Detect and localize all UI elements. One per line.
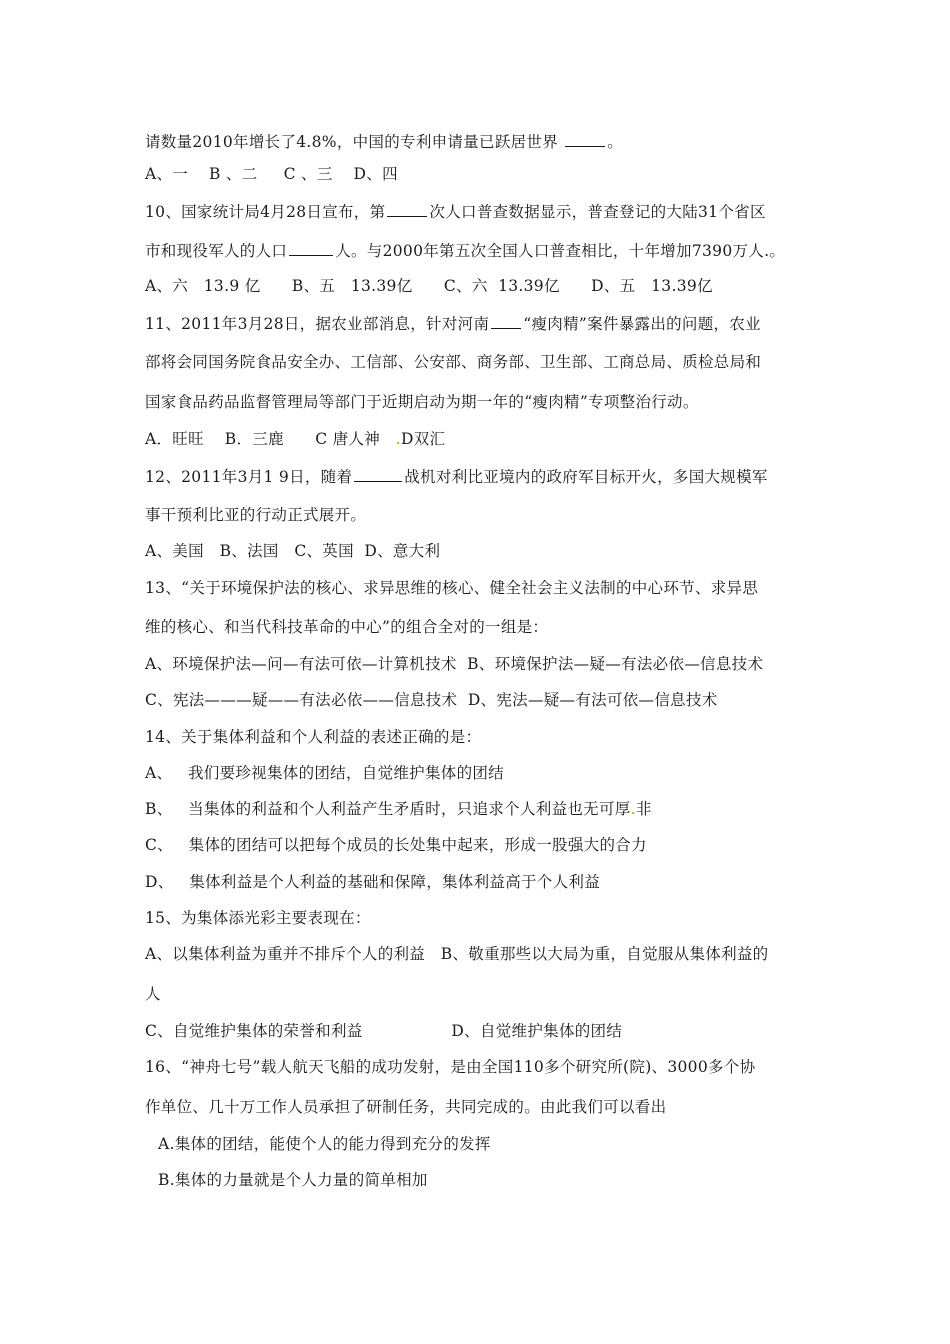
answer-options: A、六 13.9 亿 B、五 13.39亿 C、六 13.39亿 D、五 13.39亿 (145, 277, 713, 295)
answer-blank (289, 240, 333, 256)
question-14: 14、关于集体利益和个人利益的表述正确的是： (145, 728, 482, 746)
option-b (145, 799, 652, 819)
text-span: 非 (635, 800, 652, 818)
text-span: 战机对利比亚境内的政府军目标开火，多国大规模军 (404, 468, 768, 486)
stray-mark: . (630, 800, 636, 818)
option-a: A.集体的团结，能使个人的能力得到充分的发挥 (158, 1135, 491, 1153)
answer-options (145, 429, 445, 449)
text-span: 11、2011年3月28日，据农业部消息，针对河南 (145, 315, 490, 333)
option-d: D、 集体利益是个人利益的基础和保障，集体利益高于个人利益 (145, 873, 601, 891)
text-span: 人。与2000年第五次全国人口普查相比，十年增加7390万人.。 (335, 242, 786, 260)
text-line: 维的核心、和当代科技革命的中心”的组合全对的一组是： (145, 618, 549, 636)
answer-options: A、美国 B、法国 C、英国 D、意大利 (145, 542, 441, 560)
text-span: 市和现役军人的人口 (145, 242, 288, 260)
question-10 (145, 201, 766, 222)
answer-options: A、环境保护法—问—有法可依—计算机技术 B、环境保护法—疑—有法必依—信息技术 (145, 655, 764, 673)
text-span: 请数量2010年增长了4.8%，中国的专利申请量已跃居世界 (145, 133, 564, 151)
stray-mark: . (395, 430, 401, 448)
question-12 (145, 466, 768, 487)
text-span: “瘦肉精”案件暴露出的问题，农业 (523, 315, 761, 333)
answer-options: C、宪法———疑——有法必依——信息技术 D、宪法—疑—有法可依—信息技术 (145, 691, 718, 709)
answer-blank (491, 313, 521, 329)
text-line (145, 131, 623, 152)
answer-blank (565, 131, 605, 147)
text-span: D双汇 (400, 430, 446, 448)
text-line (145, 240, 785, 261)
option-b: B.集体的力量就是个人力量的简单相加 (158, 1171, 428, 1189)
text-span: 12、2011年3月1 9日，随着 (145, 468, 353, 486)
text-span: 10、国家统计局4月28日宣布，第 (145, 203, 386, 221)
answer-options: A、以集体利益为重并不排斥个人的利益 B、敬重那些以大局为重，自觉服从集体利益的 (145, 945, 769, 963)
text-span: 次人口普查数据显示，普查登记的大陆31个省区 (429, 203, 766, 221)
text-span: B、 当集体的利益和个人利益产生矛盾时，只追求个人利益也无可厚 (145, 800, 631, 818)
option-a: A、 我们要珍视集体的团结，自觉维护集体的团结 (145, 764, 504, 782)
text-line: 作单位、几十万工作人员承担了研制任务，共同完成的。由此我们可以看出 (145, 1098, 667, 1116)
text-span: A．旺旺 B．三鹿 C 唐人神 (145, 430, 396, 448)
question-16: 16、“神舟七号”载人航天飞船的成功发射，是由全国110多个研究所(院)、3000多个协 (145, 1058, 756, 1076)
text-line: 人 (145, 985, 161, 1003)
answer-options: A、一 B 、二 C 、三 D、四 (145, 165, 398, 183)
answer-blank (387, 201, 427, 217)
question-13: 13、“关于环境保护法的核心、求异思维的核心、健全社会主义法制的中心环节、求异思 (145, 579, 759, 597)
question-11 (145, 313, 761, 334)
text-line: 部将会同国务院食品安全办、工信部、公安部、商务部、卫生部、工商总局、质检总局和 (145, 353, 762, 371)
option-c: C、 集体的团结可以把每个成员的长处集中起来，形成一股强大的合力 (145, 836, 647, 854)
question-15: 15、为集体添光彩主要表现在： (145, 909, 371, 927)
text-line: 国家食品药品监督管理局等部门于近期启动为期一年的“瘦肉精”专项整治行动。 (145, 393, 699, 411)
text-line: 事干预利比亚的行动正式展开。 (145, 506, 367, 524)
text-span: 。 (607, 133, 624, 151)
answer-options: C、自觉维护集体的荣誉和利益 D、自觉维护集体的团结 (145, 1022, 623, 1040)
answer-blank (354, 466, 402, 482)
